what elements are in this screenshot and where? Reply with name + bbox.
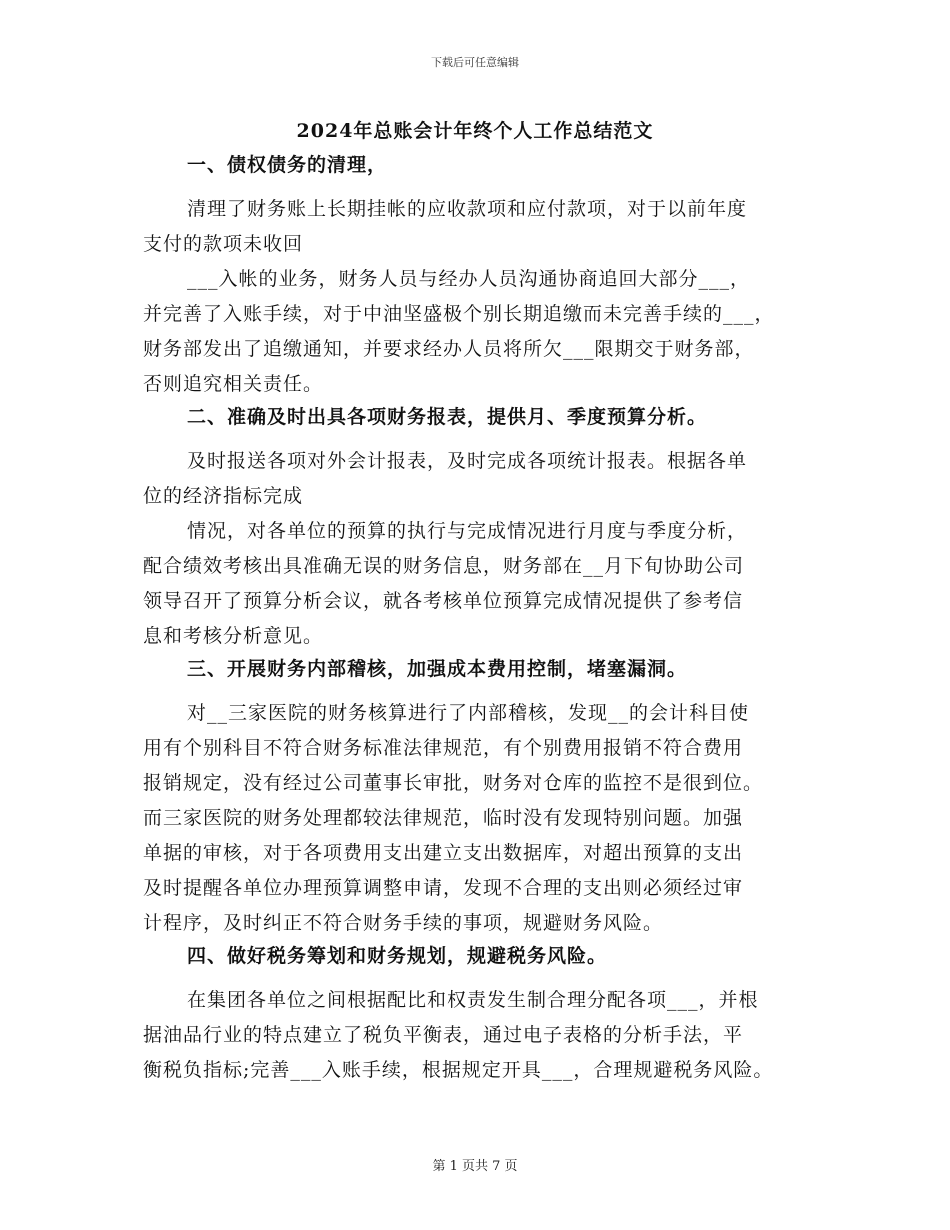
paragraph-line: 情况，对各单位的预算的执行与完成情况进行月度与季度分析， xyxy=(187,520,748,542)
section-body-1 xyxy=(143,192,823,402)
paragraph-line: 及时报送各项对外会计报表，及时完成各项统计报表。根据各单 xyxy=(187,450,748,472)
paragraph-line: 配合绩效考核出具准确无误的财务信息，财务部在__月下旬协助公司 xyxy=(143,555,745,577)
paragraph-line: 衡税负指标;完善___入账手续，根据规定开具___，合理规避税务风险。 xyxy=(143,1059,774,1081)
paragraph-line: 用有个别科目不符合财务标准法律规范，有个别费用报销不符合费用 xyxy=(143,737,744,759)
header-note: 下载后可任意编辑 xyxy=(431,56,519,69)
paragraph-line: 并完善了入账手续，对于中油坚盛极个别长期追缴而未完善手续的___， xyxy=(143,303,775,325)
section-body-2 xyxy=(143,444,823,654)
paragraph-line: 领导召开了预算分析会议，就各考核单位预算完成情况提供了参考信 xyxy=(143,590,744,612)
paragraph-line: 财务部发出了追缴通知，并要求经办人员将所欠___限期交于财务部， xyxy=(143,338,755,360)
paragraph-line: 否则追究相关责任。 xyxy=(143,373,324,395)
paragraph-line: 计程序，及时纠正不符合财务手续的事项，规避财务风险。 xyxy=(143,912,664,934)
section-body-3 xyxy=(143,696,823,941)
paragraph-line: 在集团各单位之间根据配比和权责发生制合理分配各项___，并根 xyxy=(187,989,759,1011)
section-heading-3: 三、开展财务内部稽核，加强成本费用控制，堵塞漏洞。 xyxy=(187,658,688,680)
document-title: 2024年总账会计年终个人工作总结范文 xyxy=(296,120,654,142)
paragraph-line: 据油品行业的特点建立了税负平衡表，通过电子表格的分析手法，平 xyxy=(143,1024,744,1046)
section-heading-1: 一、债权债务的清理， xyxy=(187,154,388,176)
page-number: 第 1 页共 7 页 xyxy=(432,1159,518,1174)
paragraph-line: 及时提醒各单位办理预算调整申请，发现不合理的支出则必须经过审 xyxy=(143,877,744,899)
paragraph-line: 单据的审核，对于各项费用支出建立支出数据库，对超出预算的支出 xyxy=(143,842,744,864)
document-body xyxy=(143,150,823,1088)
paragraph-line: 清理了财务账上长期挂帐的应收款项和应付款项，对于以前年度 xyxy=(187,198,748,220)
paragraph-line: 息和考核分析意见。 xyxy=(143,625,324,647)
paragraph-line: 对__三家医院的财务核算进行了内部稽核，发现__的会计科目使 xyxy=(187,702,750,724)
section-body-4 xyxy=(143,983,823,1088)
paragraph-line: 支付的款项未收回 xyxy=(143,233,304,255)
section-heading-4: 四、做好税务筹划和财务规划，规避税务风险。 xyxy=(187,945,608,967)
paragraph-line: 而三家医院的财务处理都较法律规范，临时没有发现特别问题。加强 xyxy=(143,807,744,829)
paragraph-line: 报销规定，没有经过公司董事长审批，财务对仓库的监控不是很到位。 xyxy=(143,772,764,794)
paragraph-line: ___入帐的业务，财务人员与经办人员沟通协商追回大部分___， xyxy=(187,268,751,290)
paragraph-line: 位的经济指标完成 xyxy=(143,485,304,507)
section-heading-2: 二、准确及时出具各项财务报表，提供月、季度预算分析。 xyxy=(187,406,708,428)
